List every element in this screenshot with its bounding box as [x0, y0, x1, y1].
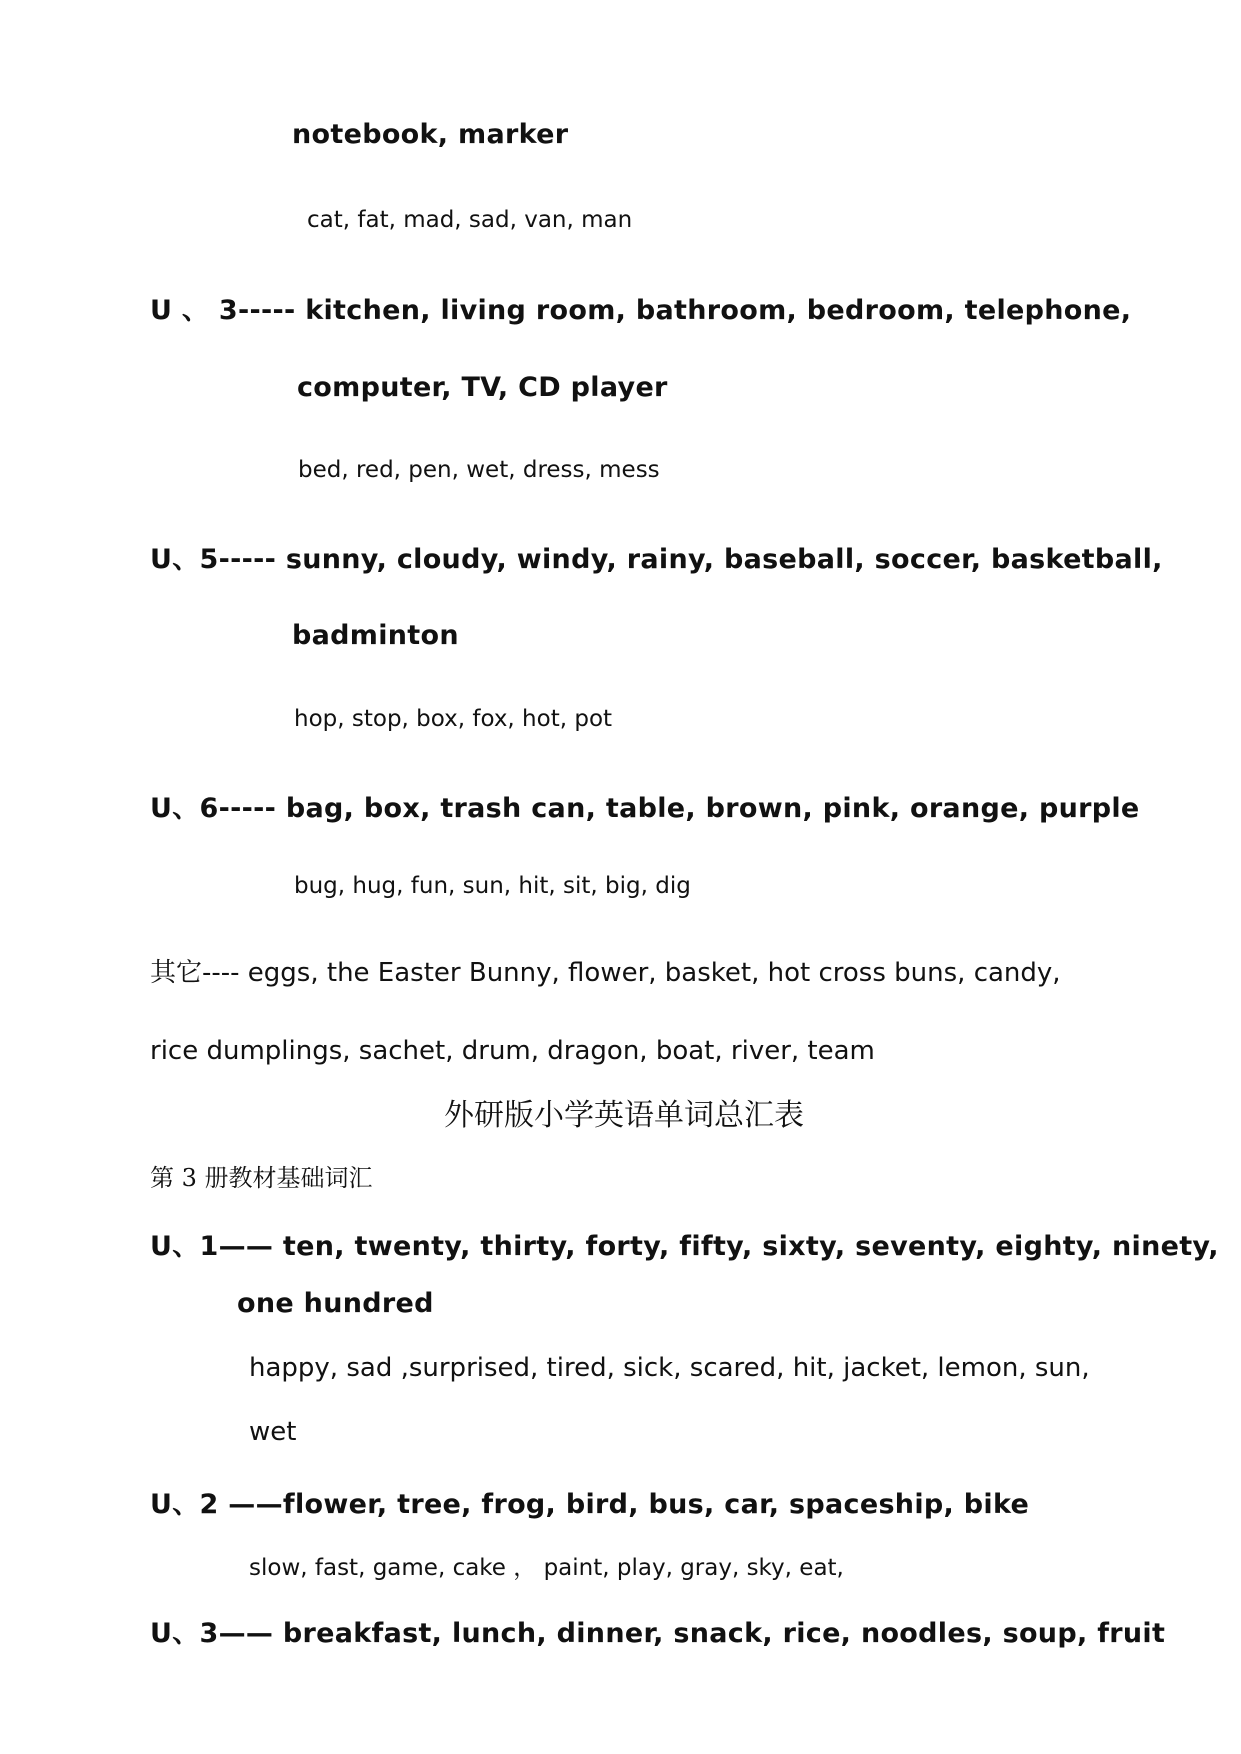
line-bed-phonics: bed, red, pen, wet, dress, mess: [298, 457, 660, 483]
line-unit-3-cont: computer, TV, CD player: [297, 372, 668, 403]
line-book3-unit-1-cont: one hundred: [237, 1288, 434, 1319]
line-other-holidays: 其它---- eggs, the Easter Bunny, flower, basket, hot cross buns, candy,: [150, 958, 1061, 988]
line-book3-unit-1-feelings-cont: wet: [249, 1417, 297, 1447]
section-heading-book-3: 第 3 册教材基础词汇: [150, 1164, 373, 1192]
line-notebook-marker: notebook, marker: [292, 119, 569, 150]
line-book3-unit-2: U、2 ——flower, tree, frog, bird, bus, car, spaceship, bike: [150, 1489, 1030, 1520]
line-hop-phonics: hop, stop, box, fox, hot, pot: [294, 706, 613, 732]
line-other-cont: rice dumplings, sachet, drum, dragon, boat, river, team: [150, 1036, 875, 1066]
line-unit-5-weather: U、5----- sunny, cloudy, windy, rainy, baseball, soccer, basketball,: [150, 544, 1163, 575]
line-unit-6-objects: U、6----- bag, box, trash can, table, brown, pink, orange, purple: [150, 793, 1140, 824]
line-book3-unit-1-feelings: happy, sad ,surprised, tired, sick, scared, hit, jacket, lemon, sun,: [249, 1353, 1090, 1383]
line-unit-3-rooms: U 、 3----- kitchen, living room, bathroom, bedroom, telephone,: [150, 295, 1132, 326]
line-book3-unit-2-phonics: slow, fast, game, cake ， paint, play, gray, sky, eat,: [249, 1555, 844, 1581]
page-title: 外研版小学英语单词总汇表: [444, 1098, 804, 1133]
line-book3-unit-1-numbers: U、1—— ten, twenty, thirty, forty, fifty, sixty, seventy, eighty, ninety,: [150, 1231, 1219, 1262]
line-bug-phonics: bug, hug, fun, sun, hit, sit, big, dig: [294, 873, 691, 899]
line-unit-5-cont: badminton: [292, 620, 459, 651]
line-book3-unit-3-food: U、3—— breakfast, lunch, dinner, snack, rice, noodles, soup, fruit: [150, 1618, 1166, 1649]
line-cat-phonics: cat, fat, mad, sad, van, man: [307, 207, 633, 233]
